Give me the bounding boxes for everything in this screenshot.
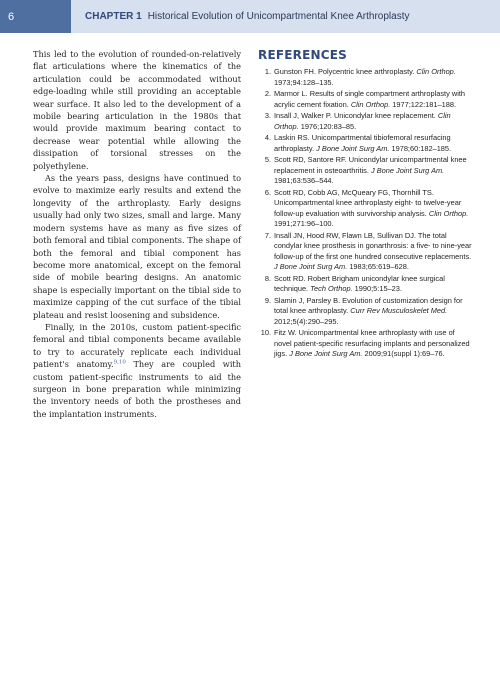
reference-citation: Slamin J, Parsley B. Evolution of customization design for total knee arthroplasty. bbox=[274, 295, 463, 315]
reference-number: 2. bbox=[264, 89, 271, 98]
reference-number: 5. bbox=[264, 155, 271, 164]
reference-volume-pages: 1978;60:182–185. bbox=[389, 143, 452, 153]
reference-volume-pages: 1976;120:83–85. bbox=[298, 121, 357, 131]
reference-citation: Gunston FH. Polycentric knee arthroplasty. bbox=[274, 67, 417, 76]
reference-journal: J Bone Joint Surg Am. bbox=[316, 143, 390, 153]
reference-volume-pages: 2012;5(4):290–295. bbox=[274, 316, 339, 326]
reference-volume-pages: 1981;63:536–544. bbox=[274, 176, 334, 185]
reference-number: 7. bbox=[264, 230, 271, 240]
body-paragraph-3-continued: They are coupled with custom patient-specific instruments to aid the surgeon in bone preparation while minimizing the inventory needs of both the prostheses and the implantation instruments. bbox=[33, 359, 241, 419]
reference-journal: J Bone Joint Surg Am. bbox=[274, 262, 348, 271]
reference-volume-pages: 1991;271:96–100. bbox=[274, 219, 334, 228]
reference-text bbox=[274, 231, 472, 272]
reference-item bbox=[258, 296, 472, 328]
reference-journal: Clin Orthop. bbox=[416, 67, 456, 76]
reference-item bbox=[258, 133, 472, 154]
reference-item bbox=[258, 111, 472, 132]
reference-item bbox=[258, 89, 472, 110]
reference-journal: Curr Rev Musculoskelet Med. bbox=[350, 306, 448, 315]
body-paragraph-3-text: Finally, in the 2010s, custom patient-specific femoral and tibial components became available to try to accurately replicate each individual patient's anatomy. bbox=[33, 321, 241, 370]
reference-citation: Insall JN, Hood RW, Flawn LB, Sullivan DJ. The total condylar knee prosthesis in gonarthrosis: a five- to nine-year follow-up of the first one hundred consecutive replacements. bbox=[274, 230, 472, 261]
page-header bbox=[0, 0, 500, 33]
reference-item bbox=[258, 155, 472, 187]
reference-citation: Insall J, Walker P. Unicondylar knee replacement. bbox=[274, 111, 438, 120]
reference-volume-pages: 1973;94:128–135. bbox=[274, 77, 334, 87]
reference-text bbox=[274, 296, 463, 326]
reference-item bbox=[258, 67, 472, 88]
reference-text bbox=[274, 133, 451, 153]
reference-item bbox=[258, 328, 472, 360]
body-text-column bbox=[33, 48, 241, 420]
page-number: 6 bbox=[8, 10, 15, 23]
body-paragraph-2: As the years pass, designs have continued to evolve to maximize early results and extend the longevity of the arthroplasty. Early designs usually had only two sizes, small and large. Many modern systems have as many as five sizes of both femoral and tibial components. The shape of both the femoral and tibial component has become more anatomical, except on the femoral side of mobile bearing designs. An anatomic shape is especially important on the tibial side to maximize capping of the cut surface of the tibial plateau and resist loosening and subsidence. bbox=[33, 173, 241, 320]
reference-citation: Laskin RS. Unicompartmental tibiofemoral resurfacing arthroplasty. bbox=[274, 133, 451, 153]
page-number-box bbox=[0, 0, 71, 33]
references-column bbox=[258, 48, 472, 361]
reference-item bbox=[258, 231, 472, 273]
reference-citation: Fitz W. Unicompartmental knee arthroplasty with use of novel patient-specific resurfacing implants and personalized jigs. bbox=[274, 328, 470, 358]
reference-journal: Tech Orthop. bbox=[310, 284, 353, 293]
reference-journal: J Bone Joint Surg Am. bbox=[370, 165, 445, 175]
reference-volume-pages: 2009;91(suppl 1):69–76. bbox=[362, 349, 445, 358]
reference-text bbox=[274, 188, 468, 229]
reference-text bbox=[274, 155, 467, 185]
reference-volume-pages: 1983;65:619–628. bbox=[347, 262, 409, 271]
running-head bbox=[71, 0, 500, 33]
reference-number: 10. bbox=[260, 328, 271, 337]
reference-citation: Marmor L. Results of single compartment arthroplasty with acrylic cement fixation. bbox=[274, 89, 465, 109]
reference-number: 4. bbox=[264, 133, 271, 142]
chapter-title: Historical Evolution of Unicompartmental Knee Arthroplasty bbox=[147, 11, 410, 22]
reference-item bbox=[258, 188, 472, 230]
body-paragraph-3 bbox=[33, 321, 241, 420]
reference-number: 3. bbox=[264, 111, 271, 120]
reference-volume-pages: 1977;122:181–188. bbox=[390, 99, 457, 109]
reference-citation: Scott RD, Santore RF. Unicondylar unicompartmental knee replacement in osteoarthritis. bbox=[274, 155, 467, 175]
reference-number: 9. bbox=[264, 295, 271, 305]
reference-text bbox=[274, 274, 445, 294]
reference-number: 8. bbox=[264, 273, 271, 283]
reference-text bbox=[274, 328, 470, 358]
references-heading: REFERENCES bbox=[258, 48, 347, 62]
reference-citation: Scott RD. Robert Brigham unicondylar knee surgical technique. bbox=[274, 273, 445, 293]
reference-journal: Clin Orthop. bbox=[274, 111, 451, 131]
reference-journal: Clin Orthop. bbox=[350, 99, 391, 109]
reference-journal: J Bone Joint Surg Am. bbox=[289, 349, 363, 358]
body-paragraph-1: This led to the evolution of rounded-on-relatively flat articulations where the kinematics of the articulation could be accommodated without edge-loading while still providing an acceptable wear surface. It also led to the development of a mobile bearing articulation in the 1980s that would provide maximum bearing contact to decrease wear potential while allowing the dissipation of torsional stresses on the polyethylene. bbox=[33, 49, 241, 171]
reference-text bbox=[274, 67, 456, 87]
chapter-label: CHAPTER 1 bbox=[85, 11, 142, 22]
citation-superscript[interactable]: 9,10 bbox=[113, 359, 126, 366]
reference-volume-pages: 1990;5:15–23. bbox=[352, 284, 402, 293]
reference-number: 6. bbox=[264, 187, 271, 197]
reference-journal: Clin Orthop. bbox=[428, 208, 469, 218]
reference-citation: Scott RD, Cobb AG, McQueary FG, Thornhill TS. Unicompartmental knee arthroplasty eight- to twelve-year follow-up evaluation with survivorship analysis. bbox=[274, 187, 462, 218]
reference-text bbox=[274, 89, 465, 109]
reference-item bbox=[258, 274, 472, 295]
reference-number: 1. bbox=[264, 67, 271, 76]
reference-text bbox=[274, 111, 451, 131]
references-list bbox=[258, 67, 472, 360]
